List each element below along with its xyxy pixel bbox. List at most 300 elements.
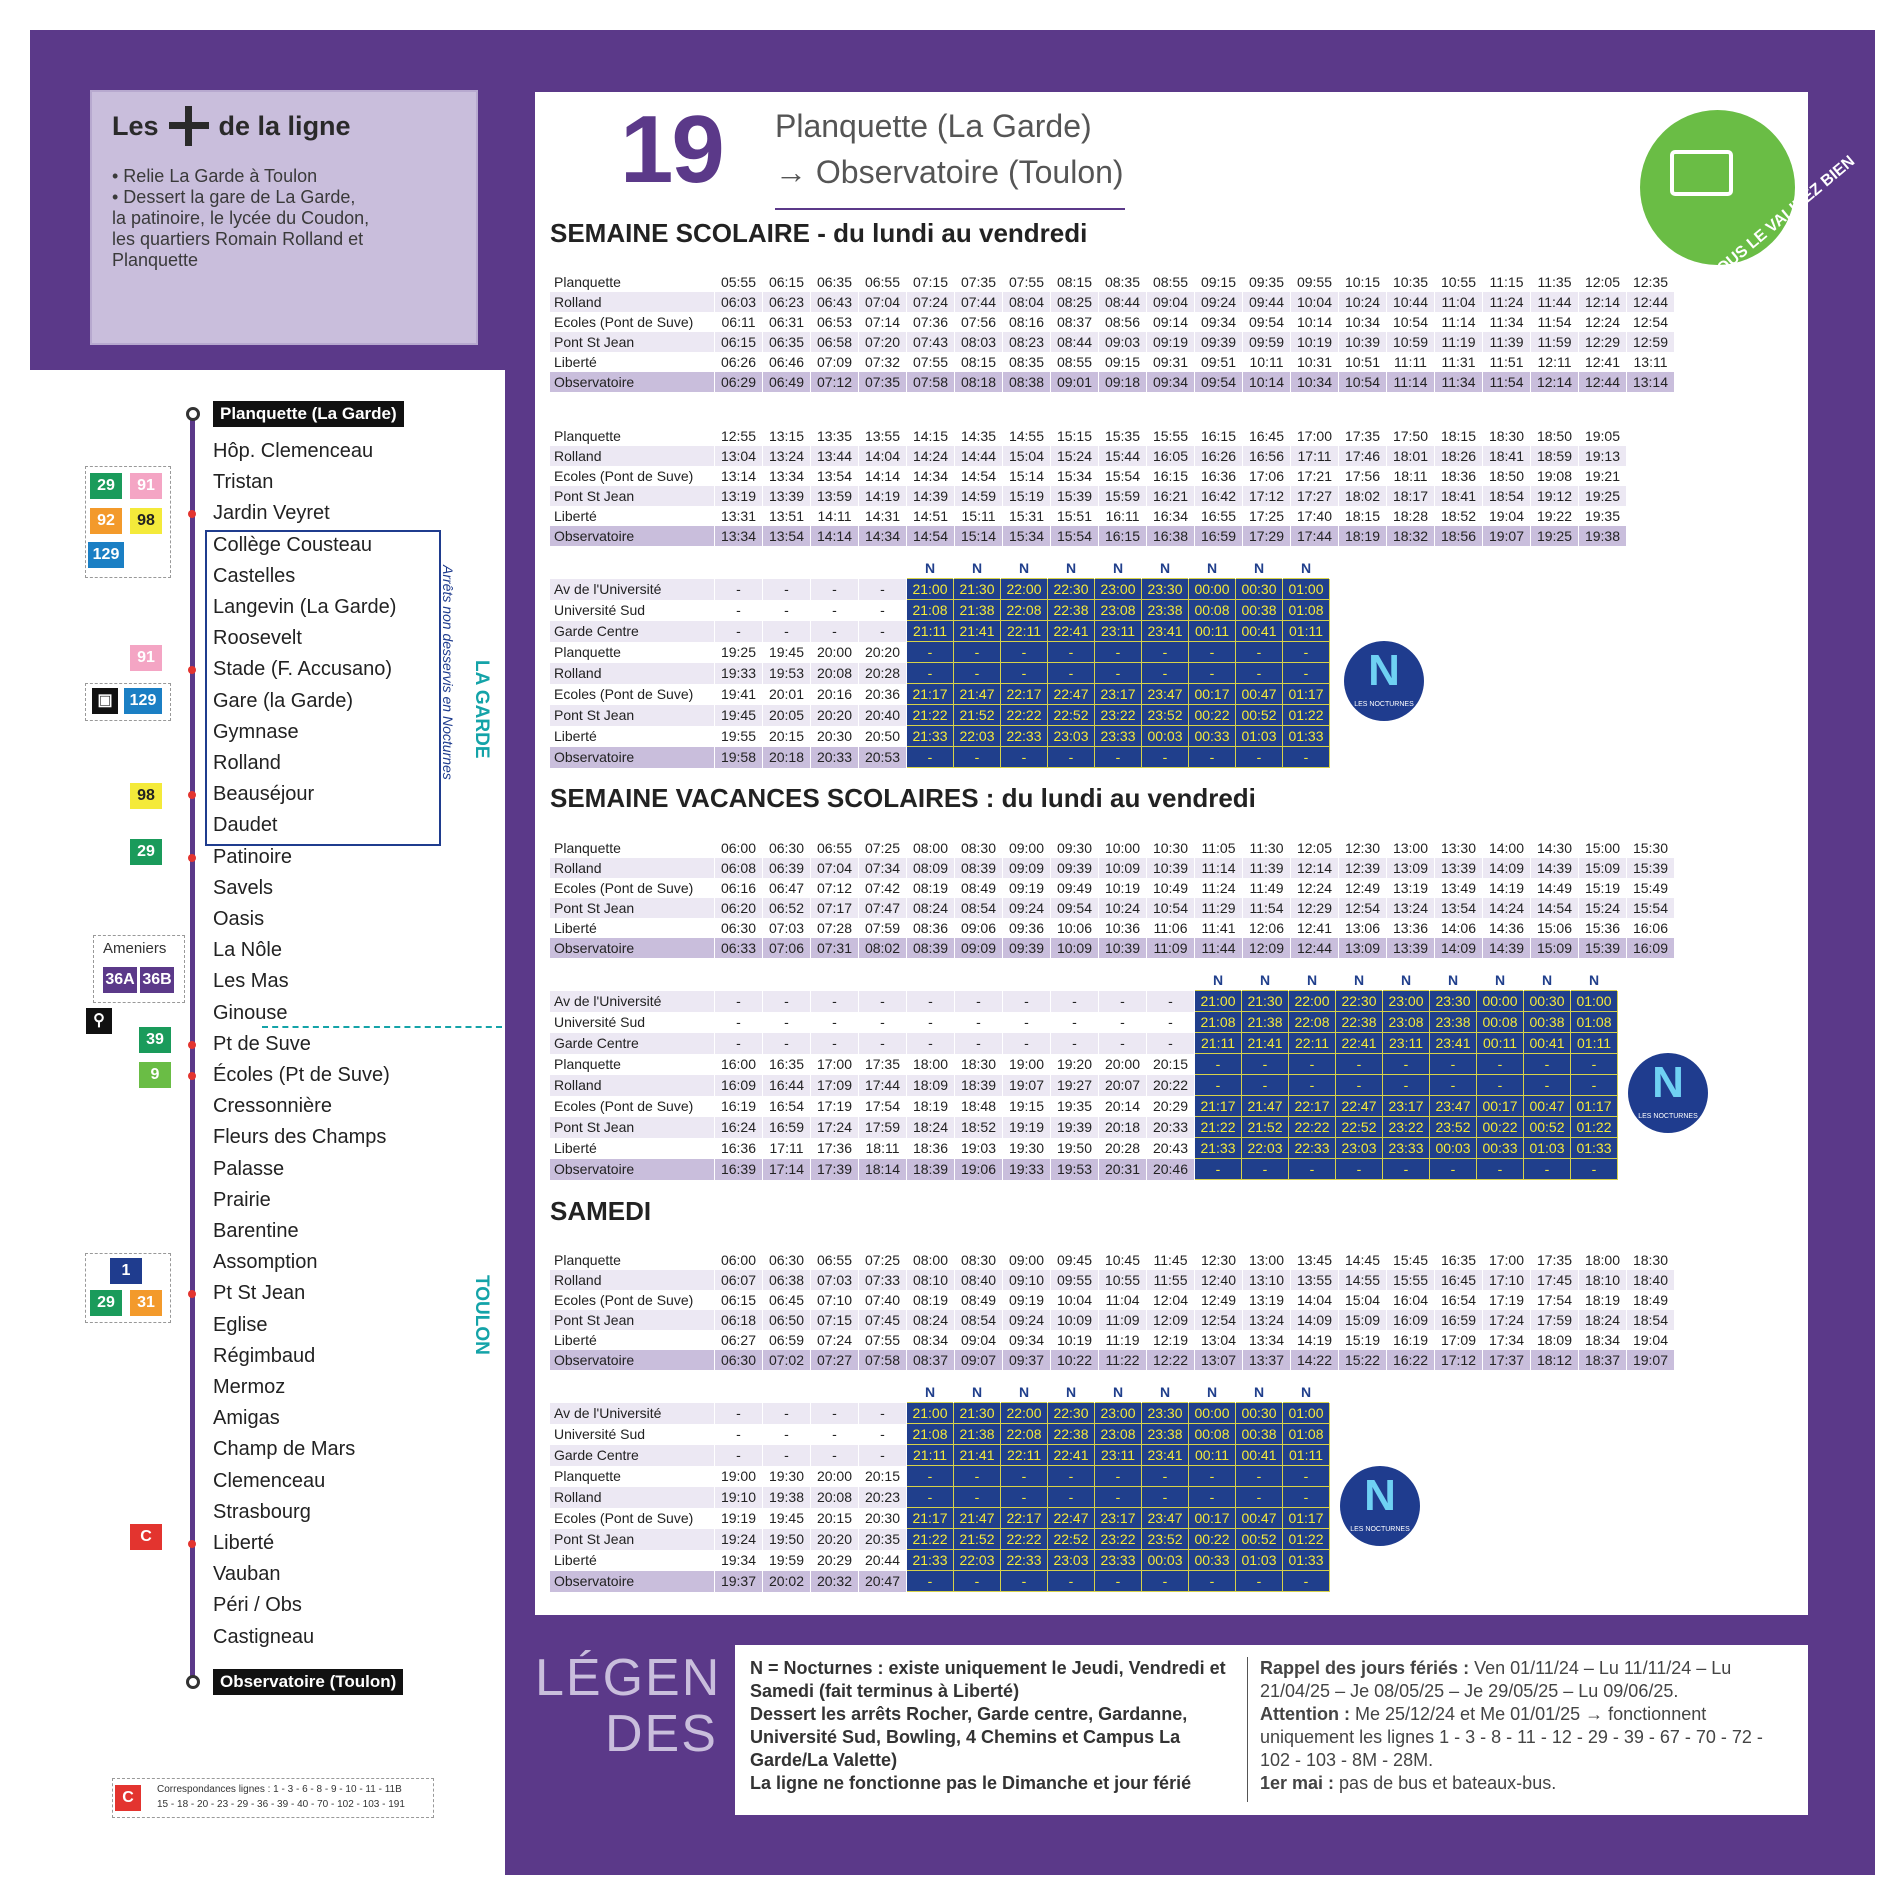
night-time-cell: 00:38 <box>1236 600 1283 621</box>
time-cell: 19:08 <box>1531 466 1579 486</box>
time-cell: 08:49 <box>955 878 1003 898</box>
time-cell: 12:29 <box>1579 332 1627 352</box>
time-cell: 15:06 <box>1531 918 1579 938</box>
time-cell: 14:19 <box>859 486 907 506</box>
time-cell: 10:54 <box>1339 372 1387 392</box>
time-cell: 06:30 <box>763 838 811 858</box>
time-cell: 14:09 <box>1291 1310 1339 1330</box>
time-cell: 08:56 <box>1099 312 1147 332</box>
night-time-cell: 23:33 <box>1383 1138 1430 1159</box>
time-cell: 13:15 <box>763 426 811 446</box>
night-time-cell: 23:38 <box>1430 1012 1477 1033</box>
timetable-row <box>550 918 1675 938</box>
time-cell: 20:20 <box>859 642 907 663</box>
route-stop: Ginouse <box>213 1001 288 1024</box>
time-cell: 13:45 <box>1291 1250 1339 1270</box>
stop-name-cell: Observatoire <box>550 938 715 958</box>
night-time-cell: 22:41 <box>1336 1033 1383 1054</box>
night-time-cell: - <box>1236 642 1283 663</box>
no-night-service-note: Arrêts non desservis en Nocturnes <box>440 565 456 780</box>
time-cell: - <box>907 1033 955 1054</box>
time-cell: 17:24 <box>811 1117 859 1138</box>
time-cell: 20:43 <box>1147 1138 1195 1159</box>
time-cell: 08:25 <box>1051 292 1099 312</box>
time-cell: 15:35 <box>1099 426 1147 446</box>
night-time-cell: 00:03 <box>1142 1550 1189 1571</box>
night-time-cell: 22:41 <box>1048 621 1095 642</box>
night-time-cell: 21:52 <box>1242 1117 1289 1138</box>
night-time-cell: 21:22 <box>1195 1117 1242 1138</box>
night-marker: N <box>1283 1382 1330 1403</box>
time-cell: 16:04 <box>1387 1290 1435 1310</box>
night-time-cell: - <box>1477 1054 1524 1075</box>
night-time-cell: 01:08 <box>1571 1012 1618 1033</box>
time-cell: 14:34 <box>907 466 955 486</box>
time-cell: 09:00 <box>1003 1250 1051 1270</box>
time-cell: 12:54 <box>1627 312 1675 332</box>
night-time-cell: 01:03 <box>1236 726 1283 747</box>
timetable-row <box>550 1445 1330 1466</box>
time-cell: 18:54 <box>1627 1310 1675 1330</box>
stop-name-cell: Pont St Jean <box>550 898 715 918</box>
night-time-cell: 22:47 <box>1048 684 1095 705</box>
night-time-cell: - <box>1189 642 1236 663</box>
time-cell: - <box>763 579 811 600</box>
night-time-cell: 22:03 <box>954 1550 1001 1571</box>
timetable-row <box>550 332 1675 352</box>
time-cell: 13:34 <box>715 526 763 546</box>
night-time-cell: 21:08 <box>1195 1012 1242 1033</box>
route-stop: Prairie <box>213 1188 271 1211</box>
night-time-cell: 23:08 <box>1383 1012 1430 1033</box>
time-cell: 19:07 <box>1003 1075 1051 1096</box>
time-cell: 19:25 <box>1531 526 1579 546</box>
time-cell: 15:24 <box>1579 898 1627 918</box>
time-cell: 18:12 <box>1531 1350 1579 1370</box>
time-cell: 17:35 <box>1531 1250 1579 1270</box>
night-time-cell: 23:52 <box>1430 1117 1477 1138</box>
time-cell: 15:04 <box>1003 446 1051 466</box>
time-cell: 15:19 <box>1003 486 1051 506</box>
time-cell: 20:20 <box>811 1529 859 1550</box>
night-time-cell: - <box>954 1487 1001 1508</box>
night-time-cell: 22:03 <box>1242 1138 1289 1159</box>
night-time-cell: 23:30 <box>1430 991 1477 1012</box>
time-cell: 07:24 <box>907 292 955 312</box>
time-cell: 11:30 <box>1243 838 1291 858</box>
night-time-cell: 22:17 <box>1001 684 1048 705</box>
timetable-row <box>550 663 1330 684</box>
stop-name-cell: Garde Centre <box>550 621 715 642</box>
night-time-cell: - <box>907 642 954 663</box>
night-time-cell: - <box>1001 1466 1048 1487</box>
timetable-row <box>550 1033 1618 1054</box>
night-time-cell: - <box>1571 1054 1618 1075</box>
time-cell: 10:04 <box>1051 1290 1099 1310</box>
time-cell: 13:14 <box>715 466 763 486</box>
timetable-row <box>550 506 1627 526</box>
time-cell: 17:27 <box>1291 486 1339 506</box>
night-time-cell: 22:11 <box>1001 621 1048 642</box>
ameniers-label: Ameniers <box>103 940 167 957</box>
time-cell: 16:34 <box>1147 506 1195 526</box>
night-time-cell: 23:41 <box>1142 621 1189 642</box>
time-cell: 18:10 <box>1579 1270 1627 1290</box>
time-cell: 17:21 <box>1291 466 1339 486</box>
time-cell: 07:12 <box>811 878 859 898</box>
time-cell: 15:51 <box>1051 506 1099 526</box>
time-cell: 13:51 <box>763 506 811 526</box>
timetable-row <box>550 858 1675 878</box>
time-cell: 12:22 <box>1147 1350 1195 1370</box>
time-cell: 06:52 <box>763 898 811 918</box>
night-marker: N <box>1189 558 1236 579</box>
night-time-cell: 22:30 <box>1336 991 1383 1012</box>
time-cell: 18:48 <box>955 1096 1003 1117</box>
time-cell: 16:59 <box>1195 526 1243 546</box>
stop-name-cell: Rolland <box>550 1487 715 1508</box>
night-time-cell: - <box>1001 642 1048 663</box>
night-marker: N <box>1383 970 1430 991</box>
time-cell: 12:19 <box>1147 1330 1195 1350</box>
timetable-row <box>550 1571 1330 1592</box>
time-cell: 12:04 <box>1147 1290 1195 1310</box>
time-cell: 18:30 <box>955 1054 1003 1075</box>
time-cell: 17:59 <box>1531 1310 1579 1330</box>
time-cell: 07:09 <box>811 352 859 372</box>
night-time-cell: 22:08 <box>1001 1424 1048 1445</box>
night-time-cell: 22:30 <box>1048 1403 1095 1424</box>
route-stop: Vauban <box>213 1563 281 1586</box>
time-cell: 16:22 <box>1387 1350 1435 1370</box>
time-cell: 17:12 <box>1243 486 1291 506</box>
time-cell: 17:46 <box>1339 446 1387 466</box>
route-start-terminus: Planquette (La Garde) <box>213 401 404 427</box>
night-time-cell: 23:17 <box>1095 1508 1142 1529</box>
night-time-cell: 21:17 <box>907 684 954 705</box>
time-cell: 15:09 <box>1579 858 1627 878</box>
time-cell: 08:54 <box>955 1310 1003 1330</box>
time-cell: 06:35 <box>763 332 811 352</box>
night-time-cell: 23:47 <box>1430 1096 1477 1117</box>
time-cell: 08:55 <box>1051 352 1099 372</box>
time-cell: 19:34 <box>715 1550 763 1571</box>
time-cell: 06:45 <box>763 1290 811 1310</box>
route-stop: Hôp. Clemenceau <box>213 440 374 462</box>
time-cell: 16:15 <box>1147 466 1195 486</box>
origin-label: Planquette (La Garde) <box>775 108 1092 144</box>
night-time-cell: - <box>1336 1075 1383 1096</box>
time-cell: 17:54 <box>1531 1290 1579 1310</box>
night-time-cell: 00:22 <box>1189 1529 1236 1550</box>
night-time-cell: 23:17 <box>1095 684 1142 705</box>
timetable-row <box>550 1330 1675 1350</box>
time-cell: 16:38 <box>1147 526 1195 546</box>
night-time-cell: 21:11 <box>907 621 954 642</box>
time-cell: 20:05 <box>763 705 811 726</box>
night-time-cell: - <box>907 747 954 768</box>
time-cell: 07:40 <box>859 1290 907 1310</box>
timetable-vacances-evening <box>550 970 1618 1180</box>
time-cell: 13:39 <box>763 486 811 506</box>
stop-name-cell: Liberté <box>550 506 715 526</box>
time-cell: 20:28 <box>859 663 907 684</box>
time-cell: 15:54 <box>1051 526 1099 546</box>
time-cell: 09:37 <box>1003 1350 1051 1370</box>
time-cell: 09:39 <box>1051 858 1099 878</box>
time-cell: 07:45 <box>859 1310 907 1330</box>
night-marker: N <box>1283 558 1330 579</box>
time-cell: 19:20 <box>1051 1054 1099 1075</box>
line-badge-31: 31 <box>130 1290 162 1316</box>
time-cell: 14:35 <box>955 426 1003 446</box>
route-stop: Pt de Suve <box>213 1032 311 1055</box>
time-cell: 18:09 <box>907 1075 955 1096</box>
night-time-cell: 22:38 <box>1048 600 1095 621</box>
night-time-cell: - <box>1048 642 1095 663</box>
line-badge-39: 39 <box>139 1027 171 1053</box>
zone-label-la-garde: LA GARDE <box>471 660 492 759</box>
time-cell: 13:04 <box>1195 1330 1243 1350</box>
line-badge-c: C <box>130 1524 162 1550</box>
time-cell: 12:35 <box>1627 272 1675 292</box>
time-cell: 13:19 <box>1243 1290 1291 1310</box>
direction-header <box>775 103 1124 195</box>
night-time-cell: 22:52 <box>1336 1117 1383 1138</box>
night-time-cell: 23:47 <box>1142 684 1189 705</box>
time-cell: 09:09 <box>955 938 1003 958</box>
night-time-cell: - <box>1142 642 1189 663</box>
line-badge-98: 98 <box>130 508 162 534</box>
night-time-cell: - <box>1048 1571 1095 1592</box>
stop-name-cell: Ecoles (Pont de Suve) <box>550 1290 715 1310</box>
time-cell: 16:00 <box>715 1054 763 1075</box>
time-cell: - <box>811 621 859 642</box>
stop-name-cell: Observatoire <box>550 747 715 768</box>
line-highlights-box <box>90 90 478 345</box>
time-cell: 11:11 <box>1387 352 1435 372</box>
time-cell: - <box>859 621 907 642</box>
legend-note: Dessert les arrêts Rocher, Garde centre, Gardanne, Université Sud, Bowling, 4 Chemins et Campus La Garde/La Valette) <box>750 1704 1188 1770</box>
night-time-cell: 22:00 <box>1001 579 1048 600</box>
time-cell: 11:55 <box>1147 1270 1195 1290</box>
time-cell: 20:33 <box>811 747 859 768</box>
time-cell: 13:06 <box>1339 918 1387 938</box>
time-cell: 11:05 <box>1195 838 1243 858</box>
time-cell: - <box>715 1012 763 1033</box>
time-cell: 08:15 <box>955 352 1003 372</box>
time-cell: 13:44 <box>811 446 859 466</box>
timetable-row <box>550 526 1627 546</box>
time-cell: 07:15 <box>811 1310 859 1330</box>
night-time-cell: - <box>1001 663 1048 684</box>
stop-name-cell: Observatoire <box>550 1159 715 1180</box>
time-cell: - <box>715 621 763 642</box>
time-cell: - <box>811 1033 859 1054</box>
night-time-cell: 22:11 <box>1289 1033 1336 1054</box>
route-stop: Clemenceau <box>213 1469 326 1492</box>
time-cell: 13:55 <box>1291 1270 1339 1290</box>
time-cell: 18:34 <box>1579 1330 1627 1350</box>
time-cell: 19:13 <box>1579 446 1627 466</box>
time-cell: 08:55 <box>1147 272 1195 292</box>
night-time-cell: 21:11 <box>1195 1033 1242 1054</box>
night-time-cell: - <box>1524 1075 1571 1096</box>
route-stop: Daudet <box>213 814 278 837</box>
night-time-cell: 23:47 <box>1142 1508 1189 1529</box>
time-cell: 16:06 <box>1627 918 1675 938</box>
night-time-cell: 21:33 <box>907 726 954 747</box>
time-cell: 17:10 <box>1483 1270 1531 1290</box>
time-cell: 15:55 <box>1147 426 1195 446</box>
night-time-cell: 23:38 <box>1142 600 1189 621</box>
time-cell: 08:10 <box>907 1270 955 1290</box>
night-time-cell: 23:41 <box>1142 1445 1189 1466</box>
time-cell: 18:56 <box>1435 526 1483 546</box>
night-time-cell: 22:08 <box>1001 600 1048 621</box>
line-badge-98: 98 <box>130 783 162 809</box>
time-cell: 10:44 <box>1387 292 1435 312</box>
time-cell: 08:40 <box>955 1270 1003 1290</box>
night-time-cell: 22:22 <box>1001 705 1048 726</box>
stop-name-cell: Rolland <box>550 1075 715 1096</box>
time-cell: 08:44 <box>1099 292 1147 312</box>
time-cell: 06:00 <box>715 1250 763 1270</box>
line-badge-c: C <box>115 1785 141 1811</box>
stop-name-cell: Rolland <box>550 858 715 878</box>
time-cell: 17:25 <box>1243 506 1291 526</box>
stop-name-cell: Rolland <box>550 1270 715 1290</box>
time-cell: 18:50 <box>1531 426 1579 446</box>
night-time-cell: 00:08 <box>1189 600 1236 621</box>
time-cell: - <box>859 600 907 621</box>
night-time-cell: 00:52 <box>1236 705 1283 726</box>
time-cell: 15:09 <box>1339 1310 1387 1330</box>
time-cell: 13:55 <box>859 426 907 446</box>
time-cell: - <box>763 1012 811 1033</box>
time-cell: 11:09 <box>1147 938 1195 958</box>
night-time-cell: 21:22 <box>907 1529 954 1550</box>
time-cell: 15:36 <box>1579 918 1627 938</box>
time-cell: 12:11 <box>1531 352 1579 372</box>
time-cell: - <box>859 1445 907 1466</box>
night-time-cell: 21:47 <box>954 684 1001 705</box>
time-cell: 10:55 <box>1099 1270 1147 1290</box>
night-time-cell: 21:41 <box>1242 1033 1289 1054</box>
night-time-cell: - <box>907 1571 954 1592</box>
time-cell: 17:34 <box>1483 1330 1531 1350</box>
line-badge-1: 1 <box>110 1258 142 1284</box>
time-cell: 15:34 <box>1003 526 1051 546</box>
night-marker: N <box>1571 970 1618 991</box>
night-marker: N <box>954 1382 1001 1403</box>
time-cell: 11:29 <box>1195 898 1243 918</box>
time-cell: 19:30 <box>1003 1138 1051 1159</box>
time-cell: 11:54 <box>1243 898 1291 918</box>
night-time-cell: 23:22 <box>1095 1529 1142 1550</box>
night-time-cell: - <box>1095 1466 1142 1487</box>
stop-name-cell: Observatoire <box>550 1571 715 1592</box>
time-cell: 19:45 <box>715 705 763 726</box>
time-cell: 09:07 <box>955 1350 1003 1370</box>
time-cell: 19:38 <box>763 1487 811 1508</box>
time-cell: 12:14 <box>1531 372 1579 392</box>
night-time-cell: 00:41 <box>1236 621 1283 642</box>
night-time-cell: 22:52 <box>1048 1529 1095 1550</box>
time-cell: 15:44 <box>1099 446 1147 466</box>
time-cell: 06:15 <box>715 1290 763 1310</box>
route-stop: Barentine <box>213 1220 299 1242</box>
night-time-cell: 00:00 <box>1189 1403 1236 1424</box>
time-cell: 06:47 <box>763 878 811 898</box>
timetable-row <box>550 705 1330 726</box>
time-cell: 08:39 <box>907 938 955 958</box>
night-time-cell: - <box>1242 1054 1289 1075</box>
time-cell: 10:06 <box>1051 918 1099 938</box>
time-cell: 09:09 <box>1003 858 1051 878</box>
time-cell: 20:53 <box>859 747 907 768</box>
time-cell: 10:14 <box>1291 312 1339 332</box>
night-time-cell: 01:11 <box>1283 1445 1330 1466</box>
time-cell: 08:23 <box>1003 332 1051 352</box>
night-time-cell: - <box>1383 1159 1430 1180</box>
night-marker: N <box>1524 970 1571 991</box>
time-cell: - <box>1003 1012 1051 1033</box>
time-cell: - <box>763 600 811 621</box>
time-cell: 13:09 <box>1339 938 1387 958</box>
stop-name-cell: Liberté <box>550 1330 715 1350</box>
time-cell: 09:34 <box>1003 1330 1051 1350</box>
stop-name-cell: Pont St Jean <box>550 1529 715 1550</box>
night-marker: N <box>1236 558 1283 579</box>
time-cell: 12:14 <box>1579 292 1627 312</box>
timetable-row <box>550 1466 1330 1487</box>
route-stop: Castigneau <box>213 1625 315 1648</box>
timetable-vacances-day <box>550 838 1675 958</box>
time-cell: 16:42 <box>1195 486 1243 506</box>
legend-note: La ligne ne fonctionne pas le Dimanche et jour férié <box>750 1773 1192 1793</box>
line-badge-129: 129 <box>124 688 162 714</box>
night-time-cell: 22:41 <box>1048 1445 1095 1466</box>
night-time-cell: 23:03 <box>1336 1138 1383 1159</box>
time-cell: 11:04 <box>1099 1290 1147 1310</box>
time-cell: 19:25 <box>715 642 763 663</box>
nocturnes-icon: N <box>1368 646 1400 695</box>
night-time-cell: - <box>1142 1571 1189 1592</box>
time-cell: 14:51 <box>907 506 955 526</box>
time-cell: 11:39 <box>1243 858 1291 878</box>
time-cell: - <box>811 1445 859 1466</box>
time-cell: 16:19 <box>715 1096 763 1117</box>
time-cell: 20:00 <box>1099 1054 1147 1075</box>
time-cell: 08:24 <box>907 1310 955 1330</box>
night-time-cell: - <box>1048 747 1095 768</box>
night-time-cell: - <box>1189 1466 1236 1487</box>
time-cell: 18:36 <box>907 1138 955 1159</box>
time-cell: 17:00 <box>1483 1250 1531 1270</box>
time-cell: 09:14 <box>1147 312 1195 332</box>
time-cell: 08:09 <box>907 858 955 878</box>
night-time-cell: 22:11 <box>1001 1445 1048 1466</box>
stop-name-cell: Pont St Jean <box>550 1117 715 1138</box>
time-cell: 08:04 <box>1003 292 1051 312</box>
time-cell: 15:22 <box>1339 1350 1387 1370</box>
night-time-cell: 01:08 <box>1283 1424 1330 1445</box>
time-cell: 07:12 <box>811 372 859 392</box>
night-time-cell: 23:08 <box>1095 600 1142 621</box>
time-cell: 17:19 <box>811 1096 859 1117</box>
time-cell: 16:35 <box>763 1054 811 1075</box>
